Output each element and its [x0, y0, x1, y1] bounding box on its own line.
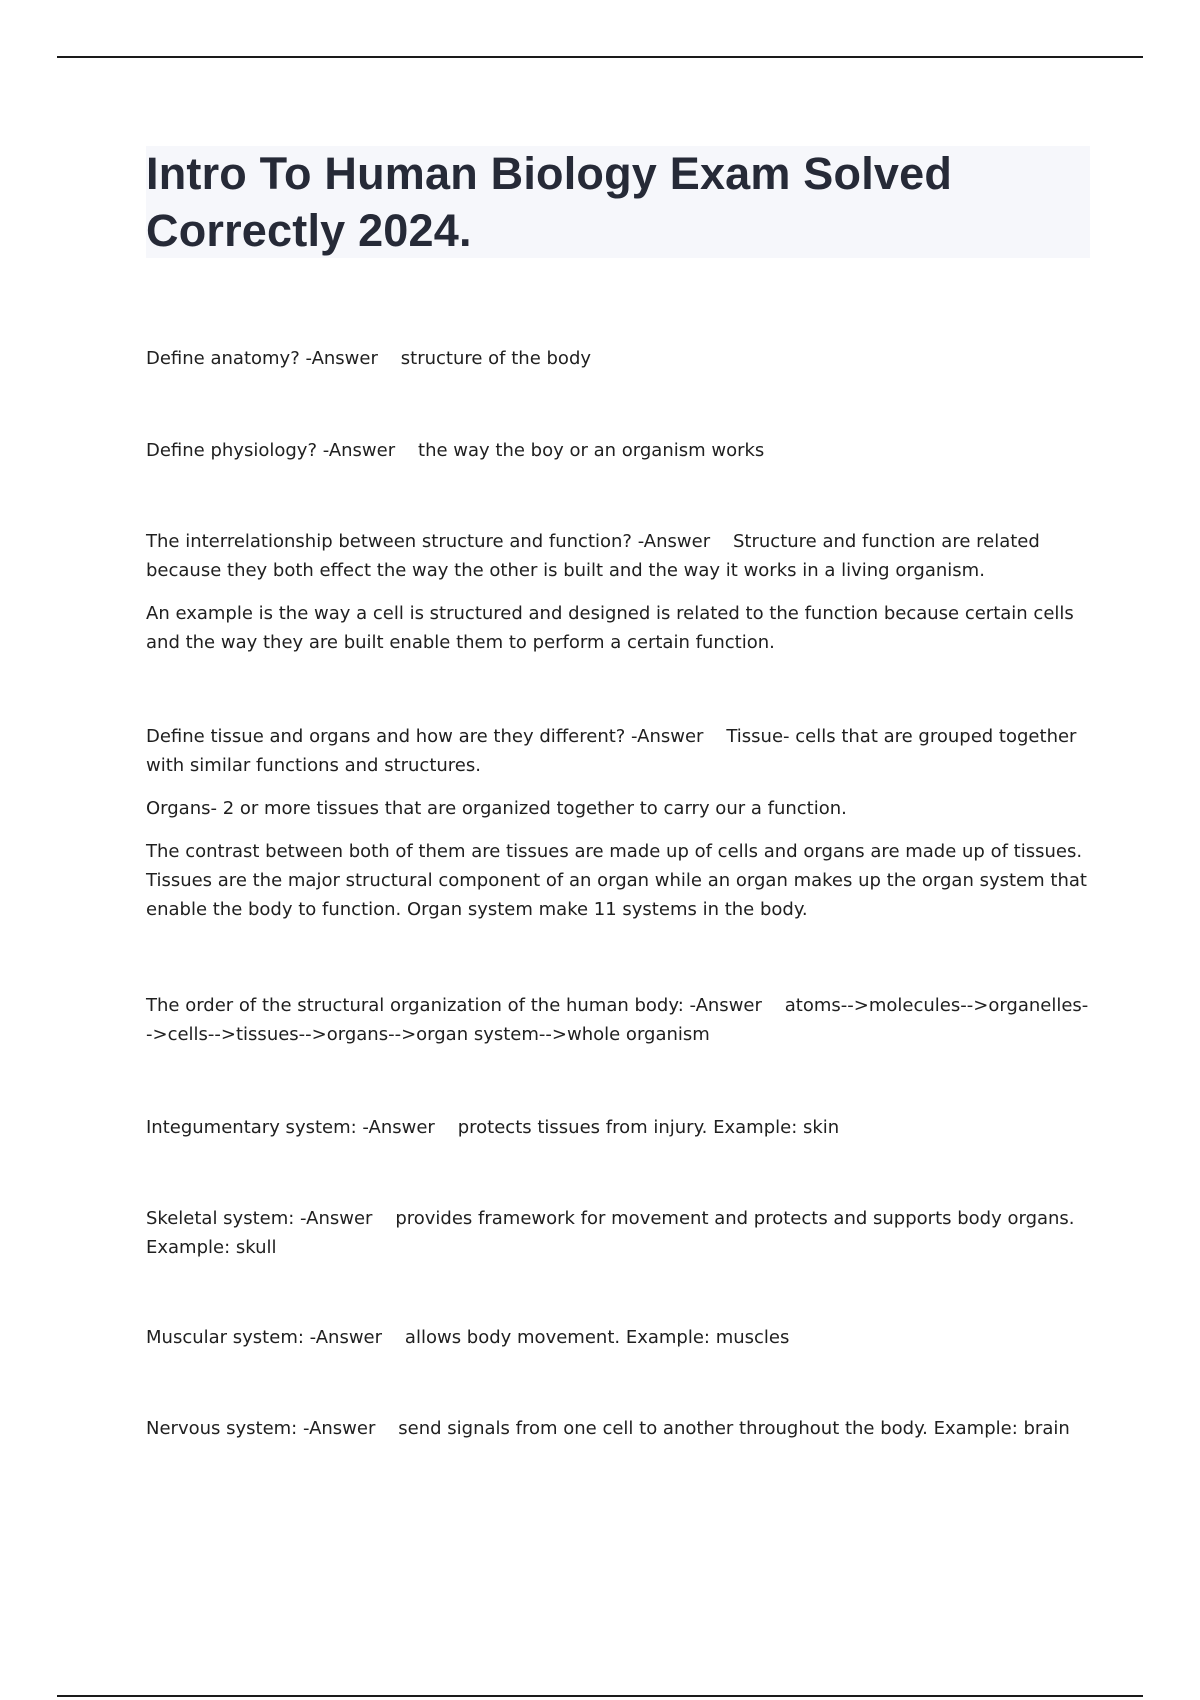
qa-paragraph [146, 344, 1090, 373]
question-text: Integumentary system: -Answer [146, 1117, 435, 1138]
answer-text: Tissue- cells that are grouped together with similar functions and structures. [146, 726, 1077, 776]
qa-item-structural-order [146, 991, 1090, 1049]
answer-text: provides framework for movement and protects and supports body organs. Example: skull [146, 1208, 1075, 1258]
question-text: The order of the structural organization of the human body: -Answer [146, 995, 762, 1016]
qa-item-nervous [146, 1414, 1090, 1443]
qa-item-tissue-organs [146, 722, 1090, 924]
answer-text: send signals from one cell to another throughout the body. Example: brain [398, 1418, 1070, 1439]
qa-item-anatomy [146, 344, 1090, 373]
question-text: The interrelationship between structure and function? -Answer [146, 531, 711, 552]
answer-text: the way the boy or an organism works [418, 440, 765, 461]
answer-text: protects tissues from injury. Example: skin [457, 1117, 840, 1138]
qa-item-structure-function [146, 527, 1090, 657]
answer-text: allows body movement. Example: muscles [404, 1327, 790, 1348]
qa-paragraph [146, 991, 1090, 1049]
document-title: Intro To Human Biology Exam Solved Correctly 2024. [146, 148, 953, 256]
top-rule [57, 56, 1143, 58]
qa-paragraph [146, 1323, 1090, 1352]
question-text: Skeletal system: -Answer [146, 1208, 373, 1229]
question-text: Nervous system: -Answer [146, 1418, 376, 1439]
answer-paragraph: An example is the way a cell is structured and designed is related to the function because certain cells and the way they are built enable them to perform a certain function. [146, 603, 1074, 653]
question-text: Define physiology? -Answer [146, 440, 396, 461]
answer-text: atoms-->molecules-->organelles-->cells-->tissues-->organs-->organ system-->whole organism [146, 995, 1089, 1045]
qa-paragraph [146, 1204, 1090, 1262]
bottom-rule [57, 1695, 1143, 1697]
qa-item-muscular [146, 1323, 1090, 1352]
qa-paragraph [146, 1414, 1090, 1443]
answer-paragraph: Organs- 2 or more tissues that are organized together to carry our a function. [146, 798, 847, 819]
qa-paragraph [146, 722, 1090, 780]
answer-text: structure of the body [400, 348, 592, 369]
answer-text: Structure and function are related because they both effect the way the other is built and the way it works in a living organism. [146, 531, 1040, 581]
question-text: Muscular system: -Answer [146, 1327, 383, 1348]
qa-item-integumentary [146, 1113, 1090, 1142]
question-text: Define tissue and organs and how are they different? -Answer [146, 726, 704, 747]
qa-paragraph [146, 527, 1090, 585]
qa-item-physiology [146, 436, 1090, 465]
answer-paragraph: The contrast between both of them are tissues are made up of cells and organs are made up of tissues. Tissues are the major structural component of an organ while an organ makes up the organ system that enable the body to function. Organ system make 11 systems in the body. [146, 841, 1087, 920]
qa-paragraph [146, 436, 1090, 465]
qa-item-skeletal [146, 1204, 1090, 1262]
qa-paragraph [146, 1113, 1090, 1142]
question-text: Define anatomy? -Answer [146, 348, 378, 369]
